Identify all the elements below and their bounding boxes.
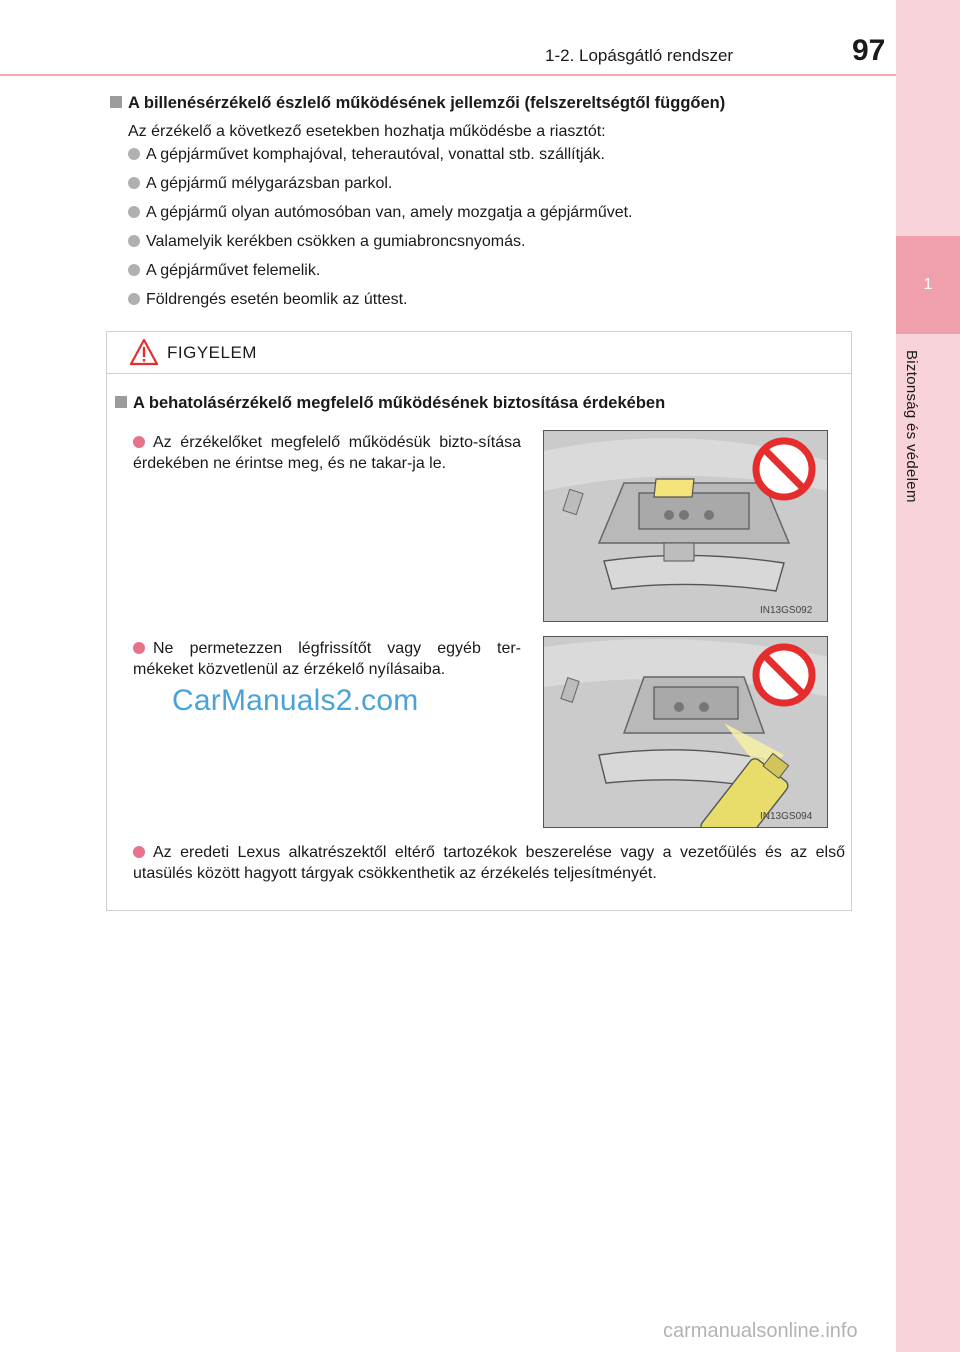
warning-item-text: Az eredeti Lexus alkatrészektől eltérő tartozékok beszerelése vagy a vezetőülés és az első utasülés között hagyott tárgyak csökkenthetik az érzékelés teljesítményét. — [133, 844, 845, 882]
warning-item-spray — [133, 638, 521, 680]
warning-box — [106, 331, 852, 911]
list-item — [128, 146, 633, 175]
tilt-section-heading — [110, 94, 725, 113]
bullet-dot-icon — [133, 436, 145, 448]
watermark-carmanuals2: CarManuals2.com — [172, 684, 419, 717]
list-item — [128, 204, 633, 233]
bullet-dot-icon — [128, 148, 140, 160]
tilt-conditions-list — [128, 146, 633, 320]
list-item-text: Földrengés esetén beomlik az úttest. — [146, 291, 408, 308]
warning-item-text: Ne permetezzen légfrissítőt vagy egyéb ter-mékeket közvetlenül az érzékelő nyílásaiba. — [133, 640, 521, 678]
bullet-dot-icon — [133, 846, 145, 858]
figure-code: IN13GS094 — [760, 811, 813, 822]
warning-item-touch — [133, 432, 521, 474]
warning-title: FIGYELEM — [167, 343, 257, 362]
bullet-dot-icon — [128, 264, 140, 276]
list-item-text: A gépjárművet felemelik. — [146, 262, 321, 279]
header-rule — [0, 74, 896, 76]
square-bullet-icon — [110, 96, 122, 108]
chapter-number: 1 — [923, 276, 933, 293]
list-item-text: A gépjármű mélygarázsban parkol. — [146, 175, 393, 192]
warning-header — [107, 332, 851, 374]
figure-do-not-touch-sensor — [543, 430, 828, 622]
list-item — [128, 233, 633, 262]
bullet-dot-icon — [128, 177, 140, 189]
warning-subheading-text: A behatolásérzékelő megfelelő működésének biztosítása érdekében — [133, 394, 666, 412]
list-item — [128, 291, 633, 320]
tilt-heading-text: A billenésérzékelő észlelő működésének jellemzői (felszereltségtől függően) — [128, 94, 726, 112]
section-title: 1-2. Lopásgátló rendszer — [545, 46, 734, 65]
bullet-dot-icon — [133, 642, 145, 654]
list-item — [128, 175, 633, 204]
warning-item-accessories — [133, 842, 845, 884]
bullet-dot-icon — [128, 206, 140, 218]
page-number: 97 — [852, 34, 886, 67]
list-item — [128, 262, 633, 291]
figure-do-not-spray-sensor — [543, 636, 828, 828]
list-item-text: A gépjárművet komphajóval, teherautóval, vonattal stb. szállítják. — [146, 146, 605, 163]
warning-triangle-icon — [129, 338, 159, 366]
watermark-carmanualsonline: carmanualsonline.info — [663, 1320, 858, 1342]
spray-can-illustration — [544, 637, 828, 828]
warning-item-text: Az érzékelőket megfelelő működésük bizto-sítása érdekében ne érintse meg, és ne takar-ja le. — [133, 434, 521, 472]
square-bullet-icon — [115, 396, 127, 408]
bullet-dot-icon — [128, 235, 140, 247]
side-tab — [896, 0, 960, 1352]
chapter-label: Biztonság és védelem — [903, 350, 920, 503]
figure-code: IN13GS092 — [760, 605, 813, 616]
warning-subheading — [115, 394, 665, 413]
list-item-text: A gépjármű olyan autómosóban van, amely mozgatja a gépjárművet. — [146, 204, 633, 221]
list-item-text: Valamelyik kerékben csökken a gumiabroncsnyomás. — [146, 233, 526, 250]
overhead-console-illustration — [544, 431, 828, 622]
bullet-dot-icon — [128, 293, 140, 305]
tilt-intro: Az érzékelő a következő esetekben hozhatja működésbe a riasztót: — [128, 123, 606, 140]
